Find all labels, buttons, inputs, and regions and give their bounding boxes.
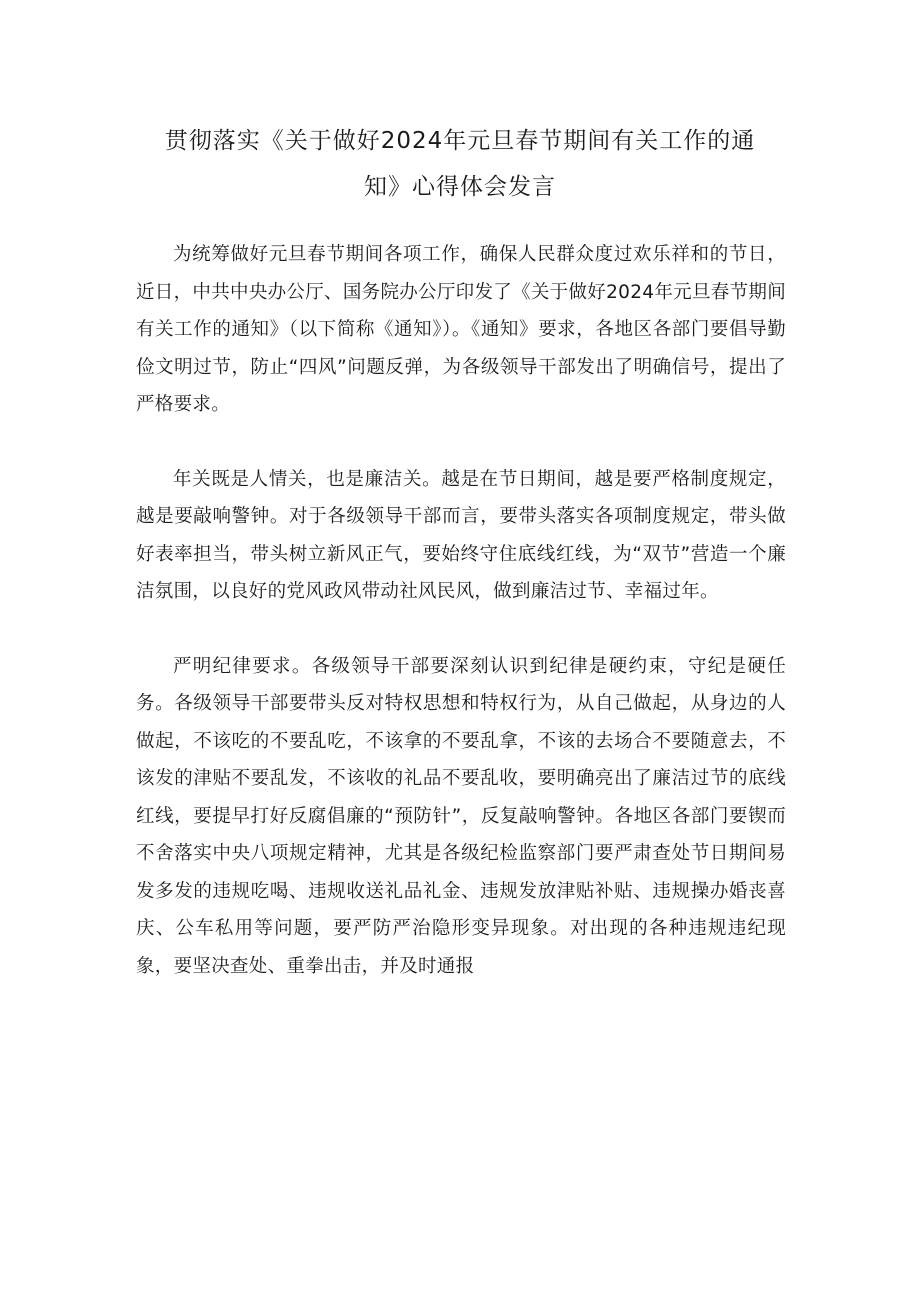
paragraph-3: 严明纪律要求。各级领导干部要深刻认识到纪律是硬约束，守纪是硬任务。各级领导干部要带头反对特权思想和特权行为，从自己做起，从身边的人做起，不该吃的不要乱吃，不该拿的不要乱拿，不该的去场合不要随意去，不该发的津贴不要乱发，不该收的礼品不要乱收，要明确亮出了廉洁过节的底线红线，要提早打好反腐倡廉的“预防针”，反复敲响警钟。各地区各部门要锲而不舍落实中央八项规定精神，尤其是各级纪检监察部门要严肃查处节日期间易发多发的违规吃喝、违规收送礼品礼金、违规发放津贴补贴、违规操办婚丧喜庆、公车私用等问题，要严防严治隐形变异现象。对出现的各种违规违纪现象，要坚决查处、重拳出击，并及时通报 — [136, 655, 786, 977]
paragraph-2: 年关既是人情关，也是廉洁关。越是在节日期间，越是要严格制度规定，越是要敲响警钟。对于各级领导干部而言，要带头落实各项制度规定，带头做好表率担当，带头树立新风正气，要始终守住底线红线，为“双节”营造一个廉洁氛围，以良好的党风政风带动社风民风，做到廉洁过节、幸福过年。 — [136, 468, 786, 602]
paragraph-1: 为统筹做好元旦春节期间各项工作，确保人民群众度过欢乐祥和的节日，近日，中共中央办公厅、国务院办公厅印发了《关于做好2024年元旦春节期间有关工作的通知》（以下简称《通知》）。《通知》要求，各地区各部门要倡导勤俭文明过节，防止“四风”问题反弹，为各级领导干部发出了明确信号，提出了严格要求。 — [136, 244, 786, 415]
title-line-1: 贯彻落实《关于做好2024年元旦春节期间有关工作的通 — [164, 128, 756, 154]
document-title — [130, 118, 790, 210]
document-body — [136, 236, 786, 1022]
title-line-2: 知》心得体会发言 — [364, 174, 556, 200]
